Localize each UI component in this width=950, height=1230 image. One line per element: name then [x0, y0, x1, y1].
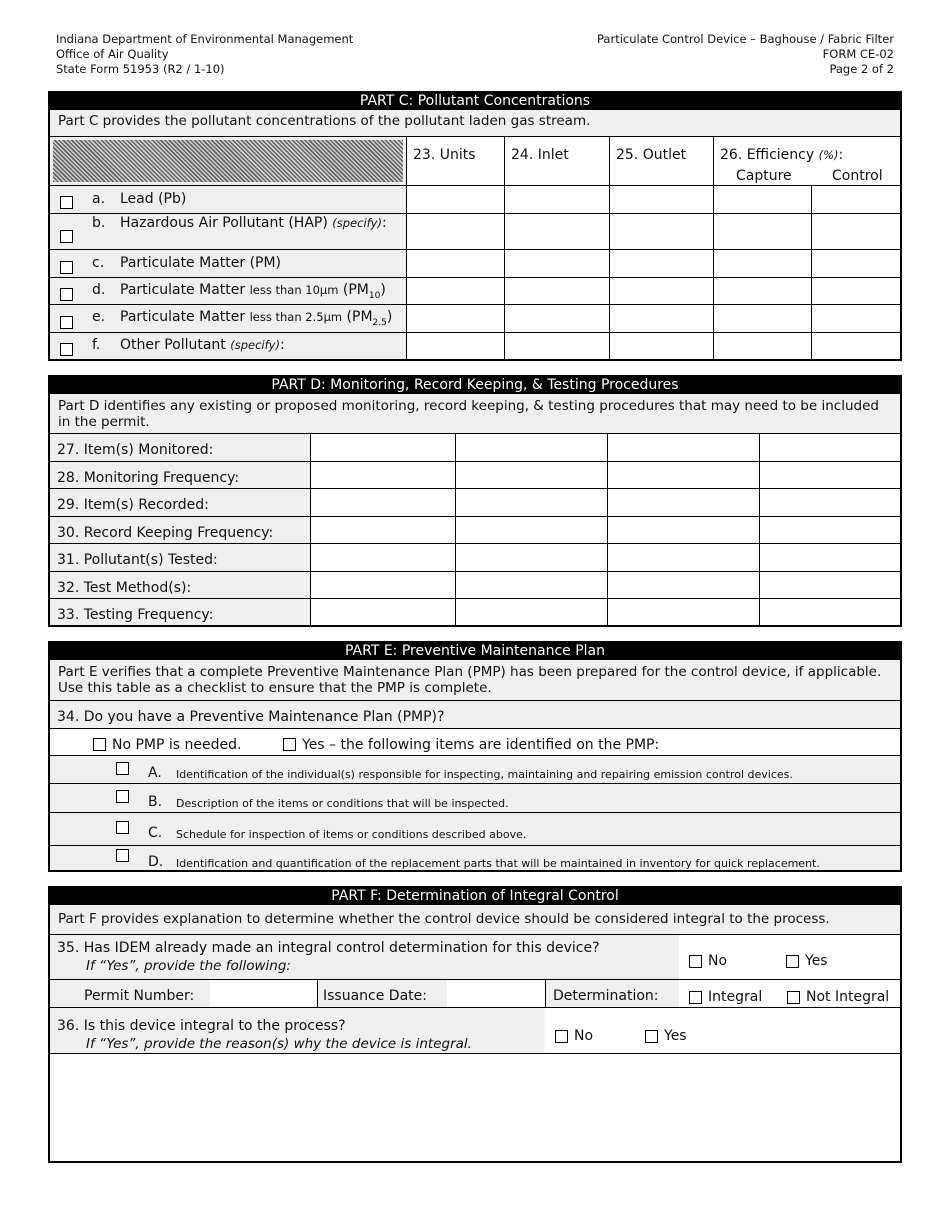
- pmp-item-letter: C.: [148, 825, 163, 841]
- part-c-header-row: 23. Units 24. Inlet 25. Outlet 26. Efficiency (%): Capture Control: [50, 136, 900, 185]
- pmp-item-a-checkbox[interactable]: [116, 762, 129, 775]
- row-size-note: less than 10μm: [249, 283, 339, 297]
- inlet-cell[interactable]: [504, 305, 609, 332]
- col-outlet: 25. Outlet: [616, 147, 687, 163]
- part-c-description: Part C provides the pollutant concentrations of the pollutant laden gas stream.: [50, 110, 900, 136]
- q35-no-label: No: [708, 953, 728, 969]
- no-pmp-checkbox[interactable]: [93, 738, 106, 751]
- q35-yes-checkbox[interactable]: [786, 955, 799, 968]
- part-d-row: [50, 433, 900, 461]
- part-c-row-pm10: d. Particulate Matter less than 10μm $(PM_{10})$: [50, 277, 900, 304]
- q36-yes-label: Yes: [664, 1028, 687, 1044]
- entry-cell[interactable]: [455, 517, 607, 543]
- inlet-cell[interactable]: [504, 278, 609, 304]
- testing-frequency-label: 33. Testing Frequency:: [57, 607, 214, 623]
- row-letter: d.: [92, 282, 106, 298]
- issuance-date-label: Issuance Date:: [323, 988, 427, 1004]
- outlet-cell[interactable]: [609, 186, 713, 213]
- monitoring-frequency-label: 28. Monitoring Frequency:: [57, 470, 240, 486]
- part-d-section: [48, 375, 902, 627]
- part-e-description: Part E verifies that a complete Preventive Maintenance Plan (PMP) has been prepared for the control device, if applicable. Use this table as a checklist to ensure that the PMP is complete.: [50, 660, 900, 700]
- units-cell[interactable]: [406, 214, 504, 249]
- part-d-row: [50, 516, 900, 543]
- entry-cell[interactable]: [310, 434, 455, 461]
- pmp-item-text: Description of the items or conditions that will be inspected.: [176, 797, 509, 810]
- pmp-item-d-checkbox[interactable]: [116, 849, 129, 862]
- q36-yes-checkbox[interactable]: [645, 1030, 658, 1043]
- agency-name: Indiana Department of Environmental Management: [56, 32, 354, 46]
- control-cell[interactable]: [811, 333, 900, 359]
- row-label: Lead (Pb): [120, 191, 187, 207]
- row-b-checkbox[interactable]: [60, 230, 73, 243]
- device-title: Particulate Control Device – Baghouse / Fabric Filter: [597, 32, 894, 46]
- entry-cell[interactable]: [607, 599, 759, 625]
- entry-cell[interactable]: [759, 599, 900, 625]
- entry-cell[interactable]: [759, 489, 900, 516]
- entry-cell[interactable]: [759, 517, 900, 543]
- entry-cell[interactable]: [759, 434, 900, 461]
- units-cell[interactable]: [406, 186, 504, 213]
- row-label: Particulate Matter: [120, 282, 246, 298]
- q34-row: [50, 700, 900, 728]
- units-cell[interactable]: [406, 333, 504, 359]
- entry-cell[interactable]: [455, 462, 607, 488]
- col-inlet: 24. Inlet: [511, 147, 569, 163]
- outlet-cell[interactable]: [609, 250, 713, 277]
- q36-row: [50, 1007, 900, 1053]
- pmp-item-a: [50, 755, 900, 783]
- row-letter: e.: [92, 309, 106, 325]
- row-letter: c.: [92, 255, 105, 271]
- entry-cell[interactable]: [607, 572, 759, 598]
- row-pm-sub: 2.5: [372, 317, 387, 328]
- part-f-description: Part F provides explanation to determine whether the control device should be considered integral to the process.: [50, 905, 900, 934]
- row-label: Particulate Matter (PM): [120, 255, 282, 271]
- row-f-checkbox[interactable]: [60, 343, 73, 356]
- item-recorded-label: 29. Item(s) Recorded:: [57, 497, 209, 513]
- yes-pmp-label: Yes – the following items are identified on the PMP:: [302, 737, 660, 753]
- pmp-item-text: Schedule for inspection of items or conditions described above.: [176, 828, 527, 841]
- units-cell[interactable]: [406, 305, 504, 332]
- part-d-row: [50, 598, 900, 625]
- control-cell[interactable]: [811, 305, 900, 332]
- entry-cell[interactable]: [759, 462, 900, 488]
- state-form-number: State Form 51953 (R2 / 1-10): [56, 62, 225, 76]
- row-e-checkbox[interactable]: [60, 316, 73, 329]
- outlet-cell[interactable]: [609, 333, 713, 359]
- integral-reason-textarea[interactable]: [50, 1053, 900, 1161]
- row-size-note: less than 2.5μm: [249, 310, 343, 324]
- row-label: Hazardous Air Pollutant (HAP): [120, 215, 328, 231]
- row-letter: b.: [92, 215, 106, 231]
- hatched-cell: [53, 140, 403, 182]
- pmp-item-text: Identification and quantification of the replacement parts that will be maintained in inventory for quick replacement.: [176, 857, 820, 870]
- q34-label: 34. Do you have a Preventive Maintenance Plan (PMP)?: [57, 709, 445, 725]
- determination-label: Determination:: [553, 988, 659, 1004]
- integral-label: Integral: [708, 989, 763, 1005]
- entry-cell[interactable]: [759, 544, 900, 571]
- inlet-cell[interactable]: [504, 186, 609, 213]
- q34-options-row: [50, 728, 900, 755]
- control-cell[interactable]: [811, 186, 900, 213]
- row-note: (specify): [332, 216, 382, 230]
- entry-cell[interactable]: [759, 572, 900, 598]
- row-letter: f.: [92, 337, 101, 353]
- part-d-row: [50, 488, 900, 516]
- permit-number-label: Permit Number:: [84, 988, 195, 1004]
- part-c-row-other: f. Other Pollutant (specify):: [50, 332, 900, 359]
- part-d-row: [50, 461, 900, 488]
- entry-cell[interactable]: [455, 489, 607, 516]
- row-c-checkbox[interactable]: [60, 261, 73, 274]
- col-units: 23. Units: [413, 147, 476, 163]
- row-pm: PM: [348, 282, 369, 298]
- row-pm: PM: [352, 309, 373, 325]
- control-cell[interactable]: [811, 278, 900, 304]
- entry-cell[interactable]: [455, 572, 607, 598]
- pmp-item-b: [50, 783, 900, 812]
- entry-cell[interactable]: [455, 544, 607, 571]
- q36-no-label: No: [574, 1028, 594, 1044]
- q35-detail-row: [50, 979, 900, 1007]
- part-c-row-pm25: e. Particulate Matter less than 2.5μm $(PM_{2.5})$: [50, 304, 900, 332]
- units-cell[interactable]: [406, 278, 504, 304]
- outlet-cell[interactable]: [609, 214, 713, 249]
- row-note: (specify): [230, 338, 280, 352]
- part-c-row-hap: b. Hazardous Air Pollutant (HAP) (specify):: [50, 213, 900, 249]
- entry-cell[interactable]: [310, 599, 455, 625]
- inlet-cell[interactable]: [504, 333, 609, 359]
- capture-cell[interactable]: [713, 250, 811, 277]
- outlet-cell[interactable]: [609, 305, 713, 332]
- issuance-date-field[interactable]: [447, 980, 545, 1007]
- test-method-label: 32. Test Method(s):: [57, 580, 192, 596]
- capture-cell[interactable]: [713, 186, 811, 213]
- col-efficiency: 26. Efficiency: [720, 147, 815, 163]
- part-e-title: PART E: Preventive Maintenance Plan: [50, 643, 900, 660]
- entry-cell[interactable]: [310, 462, 455, 488]
- capture-cell[interactable]: [713, 305, 811, 332]
- units-cell[interactable]: [406, 250, 504, 277]
- entry-cell[interactable]: [310, 489, 455, 516]
- header-right: [597, 32, 894, 77]
- entry-cell[interactable]: [607, 517, 759, 543]
- row-pm-sub: 10: [368, 290, 381, 301]
- part-f-title: PART F: Determination of Integral Control: [50, 888, 900, 905]
- part-e-section: [48, 641, 902, 872]
- q35-no-checkbox[interactable]: [689, 955, 702, 968]
- entry-cell[interactable]: [310, 517, 455, 543]
- entry-cell[interactable]: [607, 489, 759, 516]
- q35-note: If “Yes”, provide the following:: [86, 958, 291, 974]
- row-a-checkbox[interactable]: [60, 196, 73, 209]
- entry-cell[interactable]: [455, 434, 607, 461]
- item-monitored-label: 27. Item(s) Monitored:: [57, 442, 214, 458]
- record-keeping-frequency-label: 30. Record Keeping Frequency:: [57, 525, 274, 541]
- row-label: Other Pollutant: [120, 337, 226, 353]
- part-d-title: PART D: Monitoring, Record Keeping, & Testing Procedures: [50, 377, 900, 394]
- q36-no-checkbox[interactable]: [555, 1030, 568, 1043]
- q35-yes-label: Yes: [805, 953, 828, 969]
- col-capture: Capture: [736, 168, 792, 184]
- pmp-item-letter: A.: [148, 765, 162, 781]
- row-d-checkbox[interactable]: [60, 288, 73, 301]
- yes-pmp-checkbox[interactable]: [283, 738, 296, 751]
- entry-cell[interactable]: [607, 434, 759, 461]
- entry-cell[interactable]: [455, 599, 607, 625]
- permit-number-field[interactable]: [210, 980, 317, 1007]
- inlet-cell[interactable]: [504, 214, 609, 249]
- entry-cell[interactable]: [607, 544, 759, 571]
- integral-checkbox[interactable]: [689, 991, 702, 1004]
- part-c-row-pm: [50, 249, 900, 277]
- pmp-item-b-checkbox[interactable]: [116, 790, 129, 803]
- part-d-row: [50, 543, 900, 571]
- entry-cell[interactable]: [607, 462, 759, 488]
- not-integral-checkbox[interactable]: [787, 991, 800, 1004]
- capture-cell[interactable]: [713, 214, 811, 249]
- q35-label: 35. Has IDEM already made an integral control determination for this device?: [57, 940, 600, 956]
- form-number: FORM CE-02: [822, 47, 894, 61]
- office-name: Office of Air Quality: [56, 47, 169, 61]
- part-c-section: [48, 91, 902, 361]
- capture-cell[interactable]: [713, 333, 811, 359]
- not-integral-label: Not Integral: [806, 989, 890, 1005]
- capture-cell[interactable]: [713, 278, 811, 304]
- page-number: Page 2 of 2: [829, 62, 894, 76]
- part-d-row: [50, 571, 900, 598]
- entry-cell[interactable]: [310, 572, 455, 598]
- pollutant-tested-label: 31. Pollutant(s) Tested:: [57, 552, 218, 568]
- q35-row: [50, 934, 900, 979]
- no-pmp-label: No PMP is needed.: [112, 737, 242, 753]
- control-cell[interactable]: [811, 250, 900, 277]
- outlet-cell[interactable]: [609, 278, 713, 304]
- entry-cell[interactable]: [310, 544, 455, 571]
- part-f-section: [48, 886, 902, 1163]
- control-cell[interactable]: [811, 214, 900, 249]
- pmp-item-c: [50, 812, 900, 845]
- pmp-item-d: [50, 845, 900, 870]
- q36-label: 36. Is this device integral to the process?: [57, 1018, 346, 1034]
- part-c-title: PART C: Pollutant Concentrations: [50, 93, 900, 110]
- q36-note: If “Yes”, provide the reason(s) why the device is integral.: [86, 1036, 472, 1052]
- row-label: Particulate Matter: [120, 309, 246, 325]
- pmp-item-c-checkbox[interactable]: [116, 821, 129, 834]
- part-c-row-lead: [50, 185, 900, 213]
- header-left: [56, 32, 353, 77]
- pmp-item-text: Identification of the individual(s) responsible for inspecting, maintaining and repairing emission control devices.: [176, 768, 793, 781]
- col-control: Control: [832, 168, 883, 184]
- part-d-description: Part D identifies any existing or proposed monitoring, record keeping, & testing procedures that may need to be included in the permit.: [50, 394, 900, 433]
- pmp-item-letter: D.: [148, 854, 164, 870]
- col-efficiency-unit: (%): [818, 148, 839, 162]
- inlet-cell[interactable]: [504, 250, 609, 277]
- row-letter: a.: [92, 191, 106, 207]
- pmp-item-letter: B.: [148, 794, 163, 810]
